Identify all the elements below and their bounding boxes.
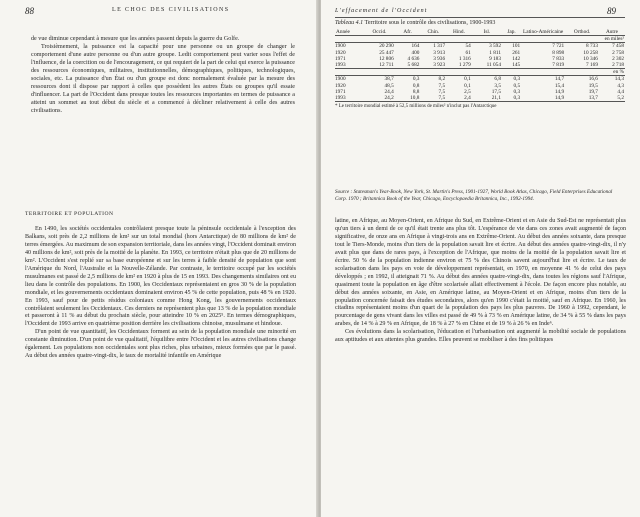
column-header: Isl.	[483, 29, 491, 35]
cell: 24,2	[384, 95, 394, 102]
cell: 19,5	[588, 82, 598, 89]
table-footnote: * Le territoire mondial estimé à 52,5 millions de miles² n'inclut pas l'Antarctique	[335, 104, 497, 110]
cell: 15,4	[554, 82, 565, 89]
cell: 24,4	[384, 88, 394, 95]
table-row	[335, 43, 625, 50]
left-top-text	[31, 36, 295, 116]
cell: 0,3	[513, 95, 521, 102]
cell: 5,2	[617, 95, 624, 102]
cell: 2 302	[612, 55, 624, 62]
cell: 14,3	[614, 76, 624, 83]
cell: 0,5	[513, 82, 521, 89]
cell: 1 316	[458, 55, 471, 62]
cell: 25 447	[379, 49, 394, 56]
column-header: Occid.	[372, 29, 387, 35]
cell: 3 592	[489, 43, 501, 50]
cell: 4,3	[617, 82, 624, 89]
column-header: Afr.	[403, 29, 412, 35]
column-header: Chin.	[427, 29, 440, 35]
cell: 10 258	[583, 49, 598, 56]
data-table-wrapper	[335, 29, 625, 111]
cell: 7 833	[552, 55, 565, 62]
unit-label: en %	[335, 69, 625, 76]
unit-label: en miles²	[335, 36, 625, 43]
table-title: Territoire sous le contrôle des civilisations, 1900-1993	[364, 20, 496, 26]
cell: 1971	[335, 55, 346, 62]
column-header: Orthod.	[573, 29, 591, 35]
column-header: Latino-Américaine	[522, 29, 564, 35]
cell: 10,8	[410, 95, 420, 102]
cell: 1900	[335, 76, 346, 83]
cell: 7,5	[438, 82, 446, 89]
cell: 1900	[335, 43, 346, 50]
cell: 2 718	[612, 62, 624, 69]
table-row	[335, 95, 625, 102]
column-header: Autre	[605, 29, 619, 35]
table-row	[335, 76, 625, 83]
cell: 8 898	[552, 49, 565, 56]
cell: 2,4	[464, 95, 471, 102]
cell: 1993	[335, 62, 346, 69]
cell: 7 169	[586, 62, 598, 69]
paragraph: D'un point de vue quantitatif, les Occidentaux forment au sein de la population mondiale une minorité en constante diminution. D'un point de vue qualitatif, l'équilibre entre l'Occident et les autres civilisations change également. Les populations non occidentales sont plus riches, plus urbaines, mieux formées que par le passé. Au début des années quatre-vingt-dix, le taux de mortalité infantile en Amérique	[25, 329, 296, 360]
left-running-title: LE CHOC DES CIVILISATIONS	[112, 7, 230, 13]
right-body-text	[335, 218, 626, 345]
cell: 1920	[335, 82, 346, 89]
cell: 145	[512, 62, 521, 69]
cell: 14,7	[554, 76, 565, 83]
right-running-title: L'effacement de l'Occident	[335, 8, 428, 14]
table-caption	[335, 20, 495, 26]
cell: 7,5	[438, 88, 446, 95]
cell: 61	[465, 49, 471, 56]
cell: 12 711	[379, 62, 394, 69]
table-header-row	[335, 29, 625, 36]
cell: 5 682	[407, 62, 420, 69]
cell: 1 317	[433, 43, 446, 50]
cell: 7,5	[438, 95, 446, 102]
cell: 7 721	[552, 43, 565, 50]
cell: 0,3	[412, 76, 420, 83]
paragraph: Ces évolutions dans la scolarisation, l'éducation et l'urbanisation ont augmenté la mobilité sociale de populations aux aptitudes et aux attentes plus grandes. Elles peuvent se mobiliser à des fins politiques	[335, 329, 626, 344]
cell: 7 819	[552, 62, 565, 69]
cell: 38,7	[384, 76, 394, 83]
cell: 20 290	[379, 43, 394, 50]
unit-row	[335, 36, 625, 43]
column-header: Hind.	[452, 29, 465, 35]
cell: 2 758	[612, 49, 624, 56]
table-row	[335, 62, 625, 69]
cell: 261	[512, 49, 521, 56]
paragraph: Troisièmement, la puissance est la capacité pour une personne ou un groupe de changer le comportement d'une autre personne ou d'un autre groupe. Ledit comportement peut varier sous l'effet de l'influence, de la coercition ou de l'encouragement, ce qui requiert de la part de celui qui exerce la puissance des ressources économiques, militaires, institutionnelles, démographiques, politiques, technologiques, sociales, etc. La puissance d'un État ou d'un groupe est donc normalement évaluée par la mesure des ressources dont il dispose par rapport à celles que possèdent les autres États ou groupes qu'il essaie d'influencer. La part de l'Occident dans presque toutes les ressources importantes en termes de puissance a atteint un sommet au tout début du siècle et a commencé à décliner relativement à celle des autres civilisations.	[31, 43, 295, 114]
left-page-number: 88	[25, 6, 34, 16]
cell: 14,9	[554, 88, 565, 95]
paragraph: En 1490, les sociétés occidentales contrôlaient presque toute la péninsule occidentale à l'exception des Balkans, soit près de 2,2 millions de km² sur un total mondial (hors Antarctique) de 80 millions de km² de terres émergées. Au maximum de son expansion territoriale, dans les années vingt, l'Occident dominait environ 40 millions de km², soit près de la moitié de la planète. En 1993, ce territoire n'était plus que de 20 millions de km². L'Occident s'est replié sur sa base européenne et sur les terres à faible densité de population que sont l'Amérique du Nord, l'Australie et la Nouvelle-Zélande. Par contraste, le territoire occupé par les sociétés musulmanes est passé de 2,5 millions de km² en 1920 à plus de 15 en 1993. Des changements similaires ont eu lieu dans le contrôle des populations. En 1900, les Occidentaux représentaient en gros 30 % de la population mondiale, et les gouvernements occidentaux dominaient environ 45 % de cette population, puis 48 % en 1920. En 1993, sauf pour de petits résidus coloniaux comme Hong Kong, les gouvernements occidentaux contrôlaient seulement les Occidentaux. Ces derniers ne représentent plus que 13 % de la population mondiale et passeront à 11 % au début du prochain siècle, pour atteindre 10 % en 2025⁵. En termes démographiques, l'Occident de 1993 arrive en quatrième position derrière les civilisations chinoise, musulmane et hindoue.	[25, 226, 296, 328]
paragraph: de vue diminue cependant à mesure que les années passent depuis la guerre du Golfe.	[31, 36, 240, 42]
cell: 1 279	[458, 62, 471, 69]
cell: 1 811	[489, 49, 501, 56]
cell: 3,5	[494, 82, 501, 89]
cell: 16,6	[588, 76, 598, 83]
cell: 0,3	[513, 76, 521, 83]
right-page	[321, 0, 640, 517]
cell: 8,8	[412, 88, 420, 95]
cell: 142	[512, 55, 521, 62]
table-source: Source : Statesman's Year-Book, New York, St. Martin's Press, 1901-1927, World Book Atlas, Chicago, Field Enterprises Educational Corp. 1970 ; Britannica Book of the Year, Chicago, Encyclopaedia Britannica, Inc., 1992-1994.	[335, 189, 613, 202]
cell: 0,8	[412, 82, 420, 89]
territory-table	[335, 29, 625, 102]
table-number: Tableau 4.1	[335, 20, 364, 26]
cell: 14,9	[554, 95, 565, 102]
column-header: Jap.	[507, 29, 516, 35]
cell: 0,1	[464, 76, 471, 83]
unit-row	[335, 69, 625, 76]
cell: 2,5	[464, 88, 471, 95]
cell: 4 636	[407, 55, 420, 62]
cell: 1993	[335, 95, 346, 102]
cell: 48,5	[384, 82, 394, 89]
cell: 400	[411, 49, 420, 56]
cell: 19,7	[588, 88, 598, 95]
cell: 164	[411, 43, 420, 50]
cell: 1920	[335, 49, 346, 56]
cell: 1971	[335, 88, 346, 95]
section-heading: TERRITOIRE ET POPULATION	[25, 211, 114, 217]
cell: 0,1	[464, 82, 471, 89]
cell: 21,1	[491, 95, 501, 102]
cell: 9 183	[489, 55, 501, 62]
left-page	[0, 0, 318, 517]
cell: 12 806	[379, 55, 394, 62]
cell: 7 458	[612, 43, 624, 50]
cell: 3 923	[433, 62, 446, 69]
cell: 8,2	[438, 76, 446, 83]
cell: 17,5	[491, 88, 501, 95]
cell: 3 936	[433, 55, 446, 62]
cell: 4,4	[617, 88, 624, 95]
header-rule	[335, 17, 625, 18]
right-page-number: 89	[607, 6, 616, 16]
cell: 11 054	[486, 62, 501, 69]
column-header: Année	[336, 29, 350, 35]
left-section-text	[25, 226, 296, 361]
cell: 101	[512, 43, 521, 50]
paragraph: latine, en Afrique, au Moyen-Orient, en Afrique du Sud, en Extrême-Orient et en Asie du Sud-Est ne représentait plus qu'un tiers à un demi de ce qu'il était trente ans plus tôt. L'espérance de vie dans ces zones avait augmenté de façon significative, de onze ans en Afrique à vingt-trois ans en Extrême-Orient. Au début des années soixante, dans presque tout le Tiers-Monde, moins d'un tiers de la population savait lire et écrire. Au début des années quatre-vingt-dix, il n'y avait plus que dans de rares pays, à l'exception de l'Afrique, que moins de la moitié de la population savait lire et écrire. 50 % de la population indienne environ et 75 % des Chinois savent aujourd'hui lire et écrire. Le taux de scolarisation dans les pays en voie de développement représentait, en 1970, en moyenne 41 % de celui des pays développés ; en 1992, il atteignait 71 %. Au début des années quatre-vingt-dix, dans toutes les régions sauf l'Afrique, quasiment toute la population en âge d'être scolarisée allait effectivement à l'école. De façon encore plus notable, au début des années soixante, en Asie, en Amérique latine, au Moyen-Orient et en Afrique, moins d'un tiers de la population concernée faisait des études secondaires, alors qu'en 1990 c'était la moitié, sauf en Afrique. En 1960, les citadins représentaient moins d'un quart de la population des pays les plus pauvres. De 1960 à 1992, cependant, le pourcentage de gens vivant dans les villes est passé de 49 % à 73 % en Amérique latine, de 34 % à 55 % dans les pays arabes, de 14 % à 29 % en Afrique, de 18 % à 27 % en Chine et de 19 % à 26 % en Inde⁶.	[335, 218, 626, 328]
cell: 6,8	[494, 76, 501, 83]
cell: 0,3	[513, 88, 521, 95]
cell: 8 733	[586, 43, 598, 50]
cell: 54	[465, 43, 471, 50]
cell: 3 913	[433, 49, 446, 56]
cell: 13,7	[588, 95, 598, 102]
cell: 10 346	[583, 55, 598, 62]
